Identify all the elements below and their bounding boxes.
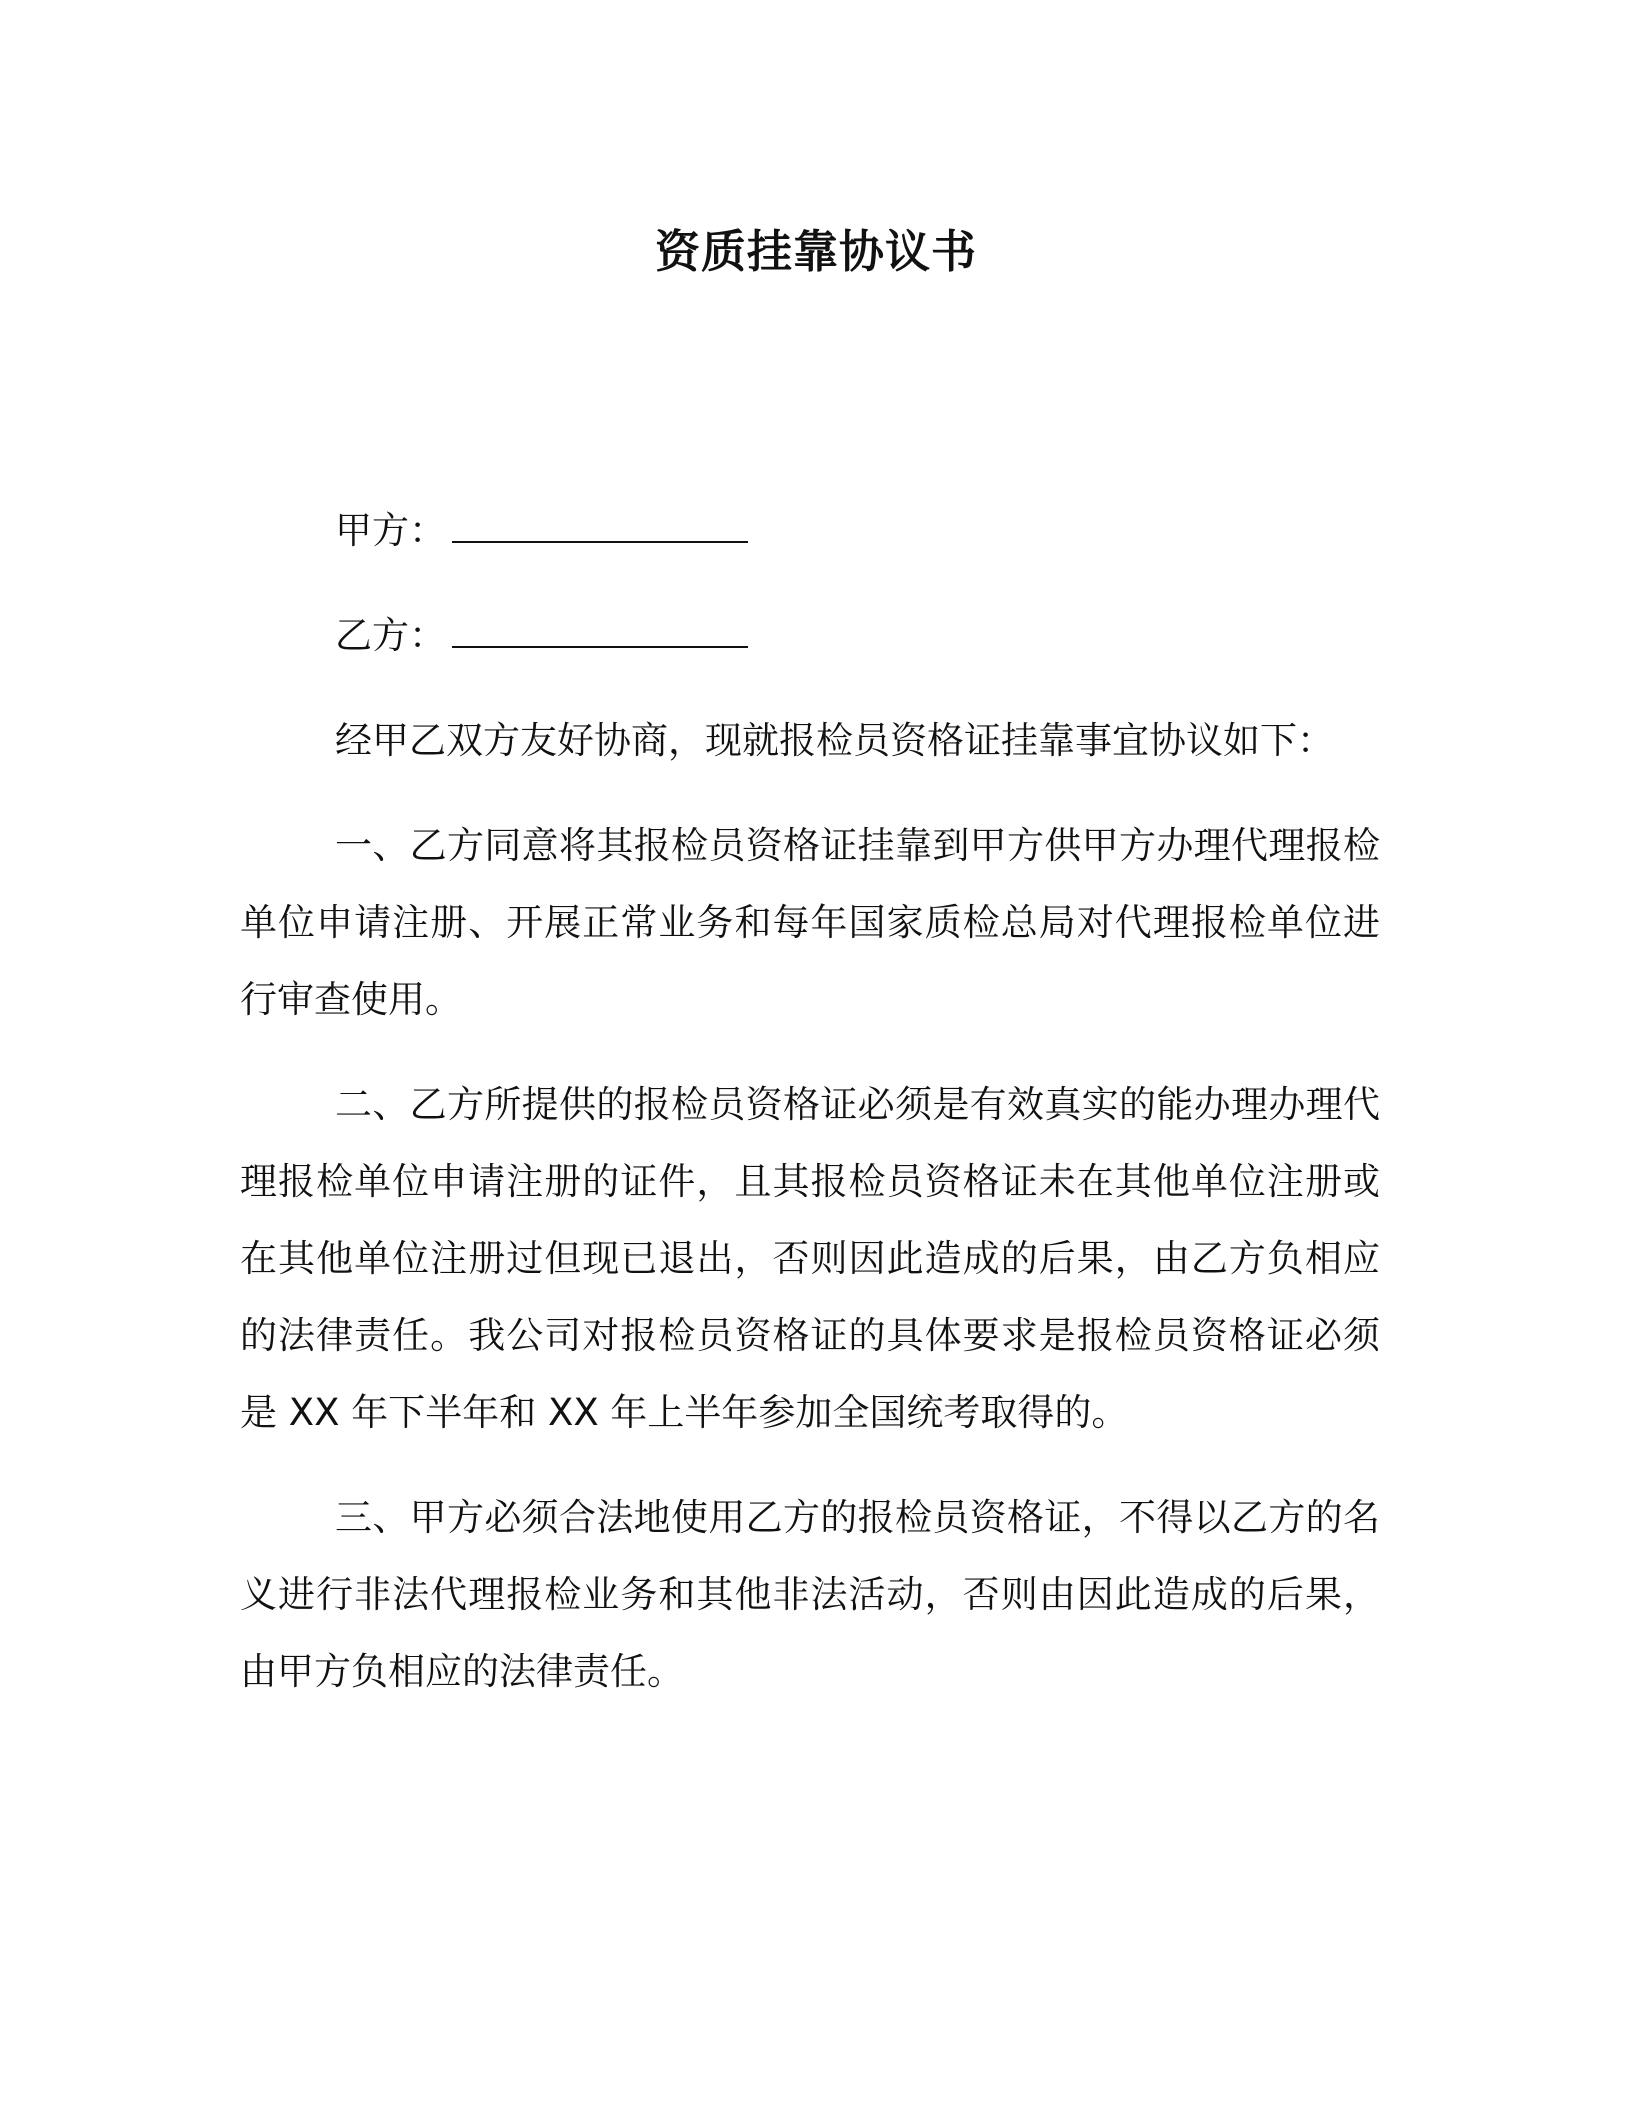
party-b-blank bbox=[452, 612, 748, 648]
party-b-line bbox=[240, 597, 1380, 674]
party-b-label: 乙方： bbox=[335, 614, 446, 657]
party-a-blank bbox=[452, 507, 748, 543]
clause-3: 三、甲方必须合法地使用乙方的报检员资格证，不得以乙方的名义进行非法代理报检业务和其他非法活动，否则由因此造成的后果，由甲方负相应的法律责任。 bbox=[240, 1496, 1380, 1693]
clause-2: 二、乙方所提供的报检员资格证必须是有效真实的能办理办理代理报检单位申请注册的证件，且其报检员资格证未在其他单位注册或在其他单位注册过但现已退出，否则因此造成的后果，由乙方负相应的法律责任。我公司对报检员资格证的具体要求是报检员资格证必须是 XX 年下半年和 XX 年上半年参加全国统考取得的。 bbox=[240, 1083, 1380, 1434]
party-a-label: 甲方： bbox=[335, 509, 446, 552]
intro-paragraph: 经甲乙双方友好协商，现就报检员资格证挂靠事宜协议如下： bbox=[335, 719, 1334, 762]
clause-1: 一、乙方同意将其报检员资格证挂靠到甲方供甲方办理代理报检单位申请注册、开展正常业务和每年国家质检总局对代理报检单位进行审查使用。 bbox=[240, 824, 1380, 1021]
document-body bbox=[240, 492, 1380, 1738]
party-a-line bbox=[240, 492, 1380, 569]
document-title: 资质挂靠协议书 bbox=[654, 225, 977, 278]
